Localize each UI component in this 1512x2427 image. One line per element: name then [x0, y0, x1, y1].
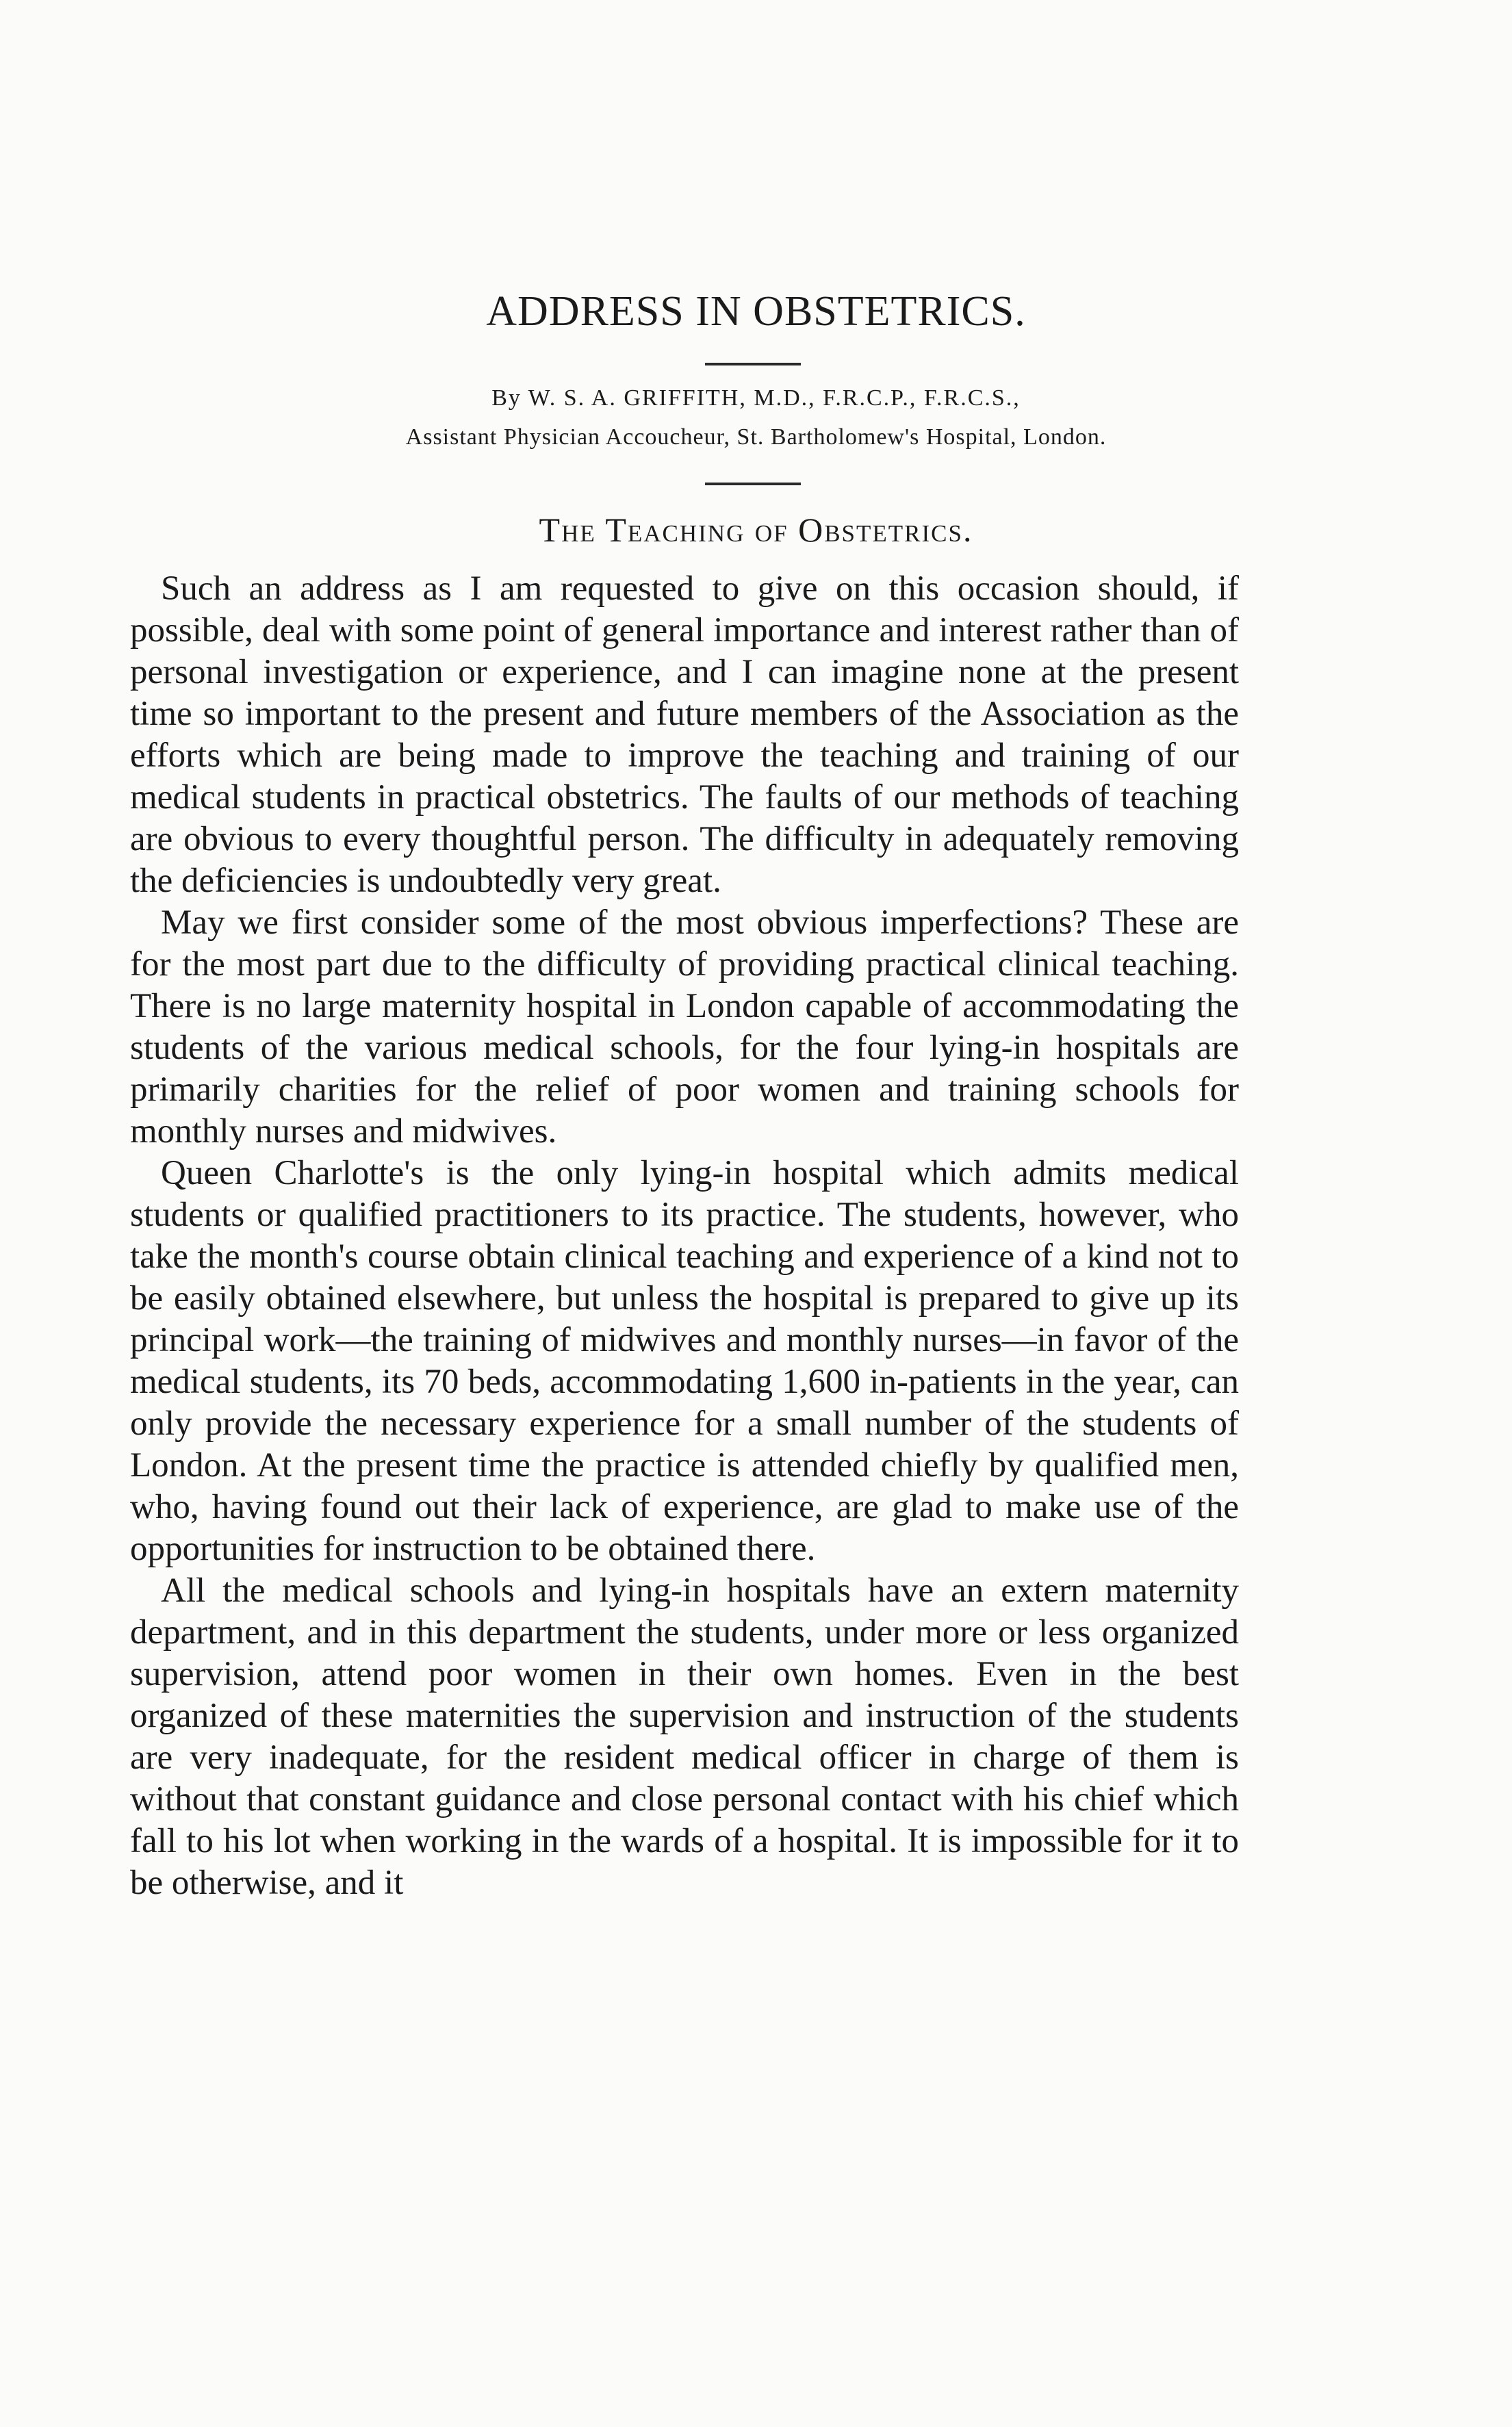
author-affiliation: Assistant Physician Accoucheur, St. Bartholomew's Hospital, London.	[405, 424, 1107, 450]
author-byline: By W. S. A. GRIFFITH, M.D., F.R.C.P., F.R.C.S.,	[491, 385, 1021, 411]
section-heading: The Teaching of Obstetrics.	[539, 511, 973, 549]
title-divider	[705, 363, 801, 365]
article-title: ADDRESS IN OBSTETRICS.	[486, 288, 1026, 335]
paragraph: Such an address as I am requested to give on this occasion should, if possible, deal with some point of general importance and interest rather than of personal investigation or experience, and I can imagine none at the present time so important to the present and future members of the Association as the efforts which are being made to improve the teaching and training of our medical students in practical obstetrics. The faults of our methods of teaching are obvious to every thoughtful person. The difficulty in adequately removing the deficiencies is undoubtedly very great.	[130, 569, 1239, 900]
paragraph: May we first consider some of the most obvious imperfections? These are for the most part due to the difficulty of providing practical clinical teaching. There is no large maternity hospital in London capable of accommodating the students of the various medical schools, for the four lying-in hospitals are primarily charities for the relief of poor women and training schools for monthly nurses and midwives.	[130, 903, 1239, 1151]
paragraph: All the medical schools and lying-in hospitals have an extern maternity department, and in this department the students, under more or less organized supervision, attend poor women in their own homes. Even in the best organized of these maternities the supervision and instruction of the students are very inadequate, for the resident medical officer in charge of them is without that constant guidance and close personal contact with his chief which fall to his lot when working in the wards of a hospital. It is impossible for it to be otherwise, and it	[130, 1571, 1239, 1902]
byline-divider	[705, 483, 801, 485]
article-body	[130, 568, 1239, 1904]
paragraph: Queen Charlotte's is the only lying-in hospital which admits medical students or qualified practitioners to its practice. The students, however, who take the month's course obtain clinical teaching and experience of a kind not to be easily obtained elsewhere, but unless the hospital is prepared to give up its principal work—the training of midwives and monthly nurses—in favor of the medical students, its 70 beds, accommodating 1,600 in-patients in the year, can only provide the necessary experience for a small number of the students of London. At the present time the practice is attended chiefly by qualified men, who, having found out their lack of experience, are glad to make use of the opportunities for instruction to be obtained there.	[130, 1154, 1239, 1568]
